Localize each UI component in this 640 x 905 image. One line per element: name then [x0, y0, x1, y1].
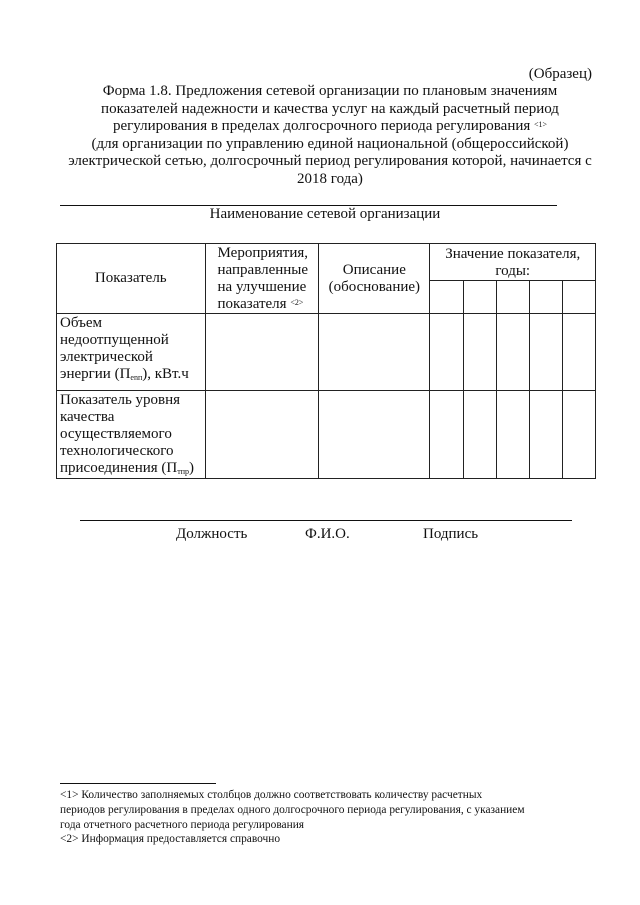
- year-value-cell[interactable]: [496, 391, 529, 479]
- row2-line-5-post: ): [189, 460, 195, 476]
- row2-subscript: тпр: [177, 467, 190, 476]
- row2-line-2: качества: [60, 409, 115, 425]
- indicator-table: [56, 243, 596, 479]
- footnote-2: <2> Информация предоставляется справочно: [60, 833, 281, 846]
- header-description: [319, 244, 430, 314]
- form-title: [50, 83, 610, 188]
- header-measures-line-4-text: показателя: [217, 295, 287, 312]
- header-measures: [205, 244, 319, 314]
- row1-line-1: Объем: [60, 315, 102, 331]
- row1-line-3: электрической: [60, 349, 153, 365]
- title-line-5: электрической сетью, долгосрочный период регулирования которой, начинается с: [68, 153, 592, 169]
- row2-line-1: Показатель уровня: [60, 392, 181, 408]
- year-column-header: [529, 281, 562, 314]
- title-footnote-ref: <1>: [534, 120, 548, 129]
- row1-line-4-pre: энергии (П: [60, 366, 131, 382]
- year-value-cell[interactable]: [496, 314, 529, 391]
- footnotes: [60, 788, 600, 847]
- header-indicator: Показатель: [57, 244, 206, 314]
- table-row-undersupplied-energy: [57, 314, 596, 391]
- measures-cell[interactable]: [205, 391, 319, 479]
- table-row-connection-quality: [57, 391, 596, 479]
- table-header-row: [57, 244, 596, 281]
- title-line-3: [50, 118, 610, 136]
- signature-sign-label: Подпись: [423, 526, 479, 542]
- footnote-divider: [60, 783, 216, 784]
- header-measures-line-4: [218, 296, 316, 313]
- year-value-cell[interactable]: [562, 314, 595, 391]
- footnote-1-line-1: <1> Количество заполняемых столбцов должно соответствовать количеству расчетных: [60, 789, 483, 801]
- footnote-1-line-3: года отчетного расчетного периода регулирования: [60, 818, 305, 831]
- title-line-4: (для организации по управлению единой национальной (общероссийской): [91, 135, 569, 152]
- year-value-cell[interactable]: [463, 391, 496, 479]
- year-value-cell[interactable]: [463, 314, 496, 391]
- title-line-1: Форма 1.8. Предложения сетевой организации по плановым значениям: [102, 83, 558, 99]
- row2-line-5: [60, 460, 202, 478]
- title-line-6: 2018 года): [297, 170, 363, 187]
- header-measures-note-ref: <2>: [290, 297, 304, 307]
- header-measures-line-2: направленные: [217, 261, 309, 278]
- title-line-3-text: регулирования в пределах долгосрочного периода регулирования: [112, 118, 531, 134]
- row1-line-4-post: ), кВт.ч: [142, 366, 189, 382]
- header-measures-line-3: на улучшение: [217, 278, 307, 295]
- description-cell[interactable]: [319, 314, 430, 391]
- year-column-header: [496, 281, 529, 314]
- year-column-header: [430, 281, 463, 314]
- sample-label: (Образец): [528, 66, 592, 82]
- header-values-line-1: Значение показателя,: [445, 246, 581, 262]
- year-value-cell[interactable]: [430, 391, 463, 479]
- year-value-cell[interactable]: [529, 314, 562, 391]
- row2-line-3: осуществляемого: [60, 426, 172, 442]
- measures-cell[interactable]: [205, 314, 319, 391]
- year-value-cell[interactable]: [562, 391, 595, 479]
- header-measures-line-1: Мероприятия,: [217, 244, 309, 261]
- row-label-undersupplied-energy: [57, 314, 206, 391]
- row2-line-5-pre: присоединения (П: [60, 460, 178, 476]
- row1-subscript: enп: [130, 373, 143, 382]
- footnote-1-line-2: периодов регулирования в пределах одного долгосрочного периода регулирования, с указанием: [60, 803, 525, 816]
- signature-position-label: Должность: [176, 526, 248, 542]
- year-column-header: [463, 281, 496, 314]
- org-name-label: Наименование сетевой организации: [209, 206, 441, 222]
- year-value-cell[interactable]: [529, 391, 562, 479]
- year-value-cell[interactable]: [430, 314, 463, 391]
- title-line-2: показателей надежности и качества услуг на каждый расчетный период: [101, 100, 559, 117]
- header-description-line-1: Описание: [342, 261, 406, 278]
- row1-line-2: недоотпущенной: [60, 332, 169, 348]
- year-column-header: [562, 281, 595, 314]
- header-description-line-2: (обоснование): [328, 278, 421, 295]
- header-values: [430, 244, 596, 281]
- description-cell[interactable]: [319, 391, 430, 479]
- row1-line-4: [60, 366, 202, 384]
- header-values-line-2: годы:: [495, 263, 531, 279]
- row-label-connection-quality: [57, 391, 206, 479]
- row2-line-4: технологического: [60, 443, 174, 459]
- signature-line: [80, 520, 572, 521]
- signature-fio-label: Ф.И.О.: [305, 526, 350, 542]
